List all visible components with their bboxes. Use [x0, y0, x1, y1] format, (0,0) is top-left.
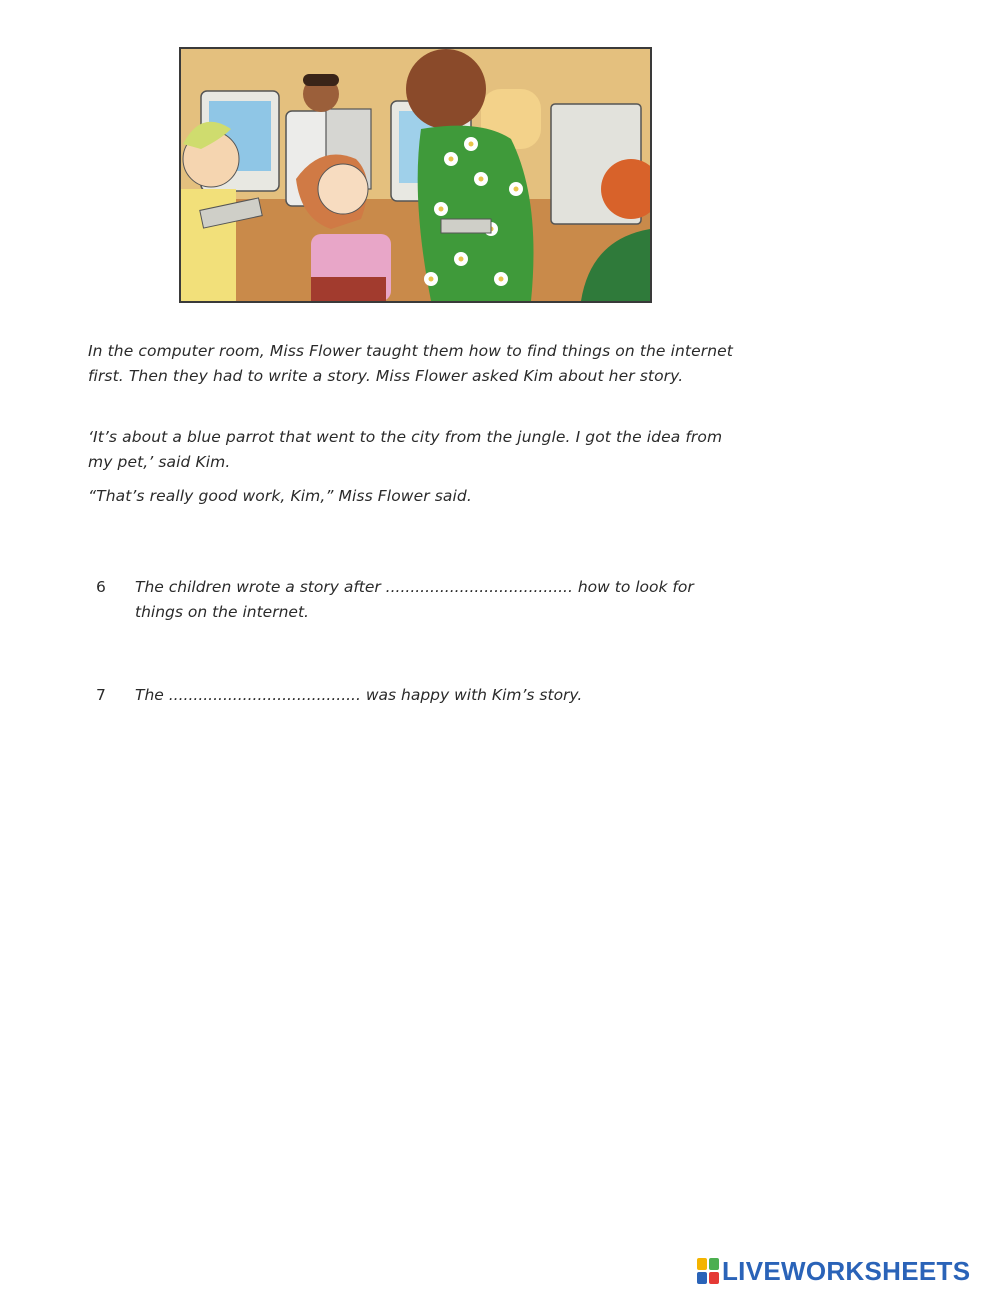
- classroom-illustration: [179, 47, 652, 303]
- brand-name: LIVEWORKSHEETS: [722, 1255, 971, 1286]
- passage-paragraph-2: ‘It’s about a blue parrot that went to the city from the jungle. I got the idea from my pet,’ said Kim.: [88, 428, 723, 471]
- question-number: 6: [96, 578, 106, 596]
- liveworksheets-brand: [697, 1256, 970, 1286]
- question-text: The ....................................... was happy with Kim’s story.: [135, 686, 583, 704]
- passage-paragraph-1: In the computer room, Miss Flower taught them how to find things on the internet first. Then they had to write a story. Miss Flower asked Kim about her story.: [88, 342, 733, 385]
- question-text: The children wrote a story after ...................................... how to look for things on the internet.: [135, 578, 694, 621]
- computer-room-picture: [181, 49, 650, 301]
- liveworksheets-logo-icon: [697, 1258, 719, 1284]
- passage-paragraph-3: “That’s really good work, Kim,” Miss Flower said.: [88, 487, 472, 505]
- question-number: 7: [96, 686, 106, 704]
